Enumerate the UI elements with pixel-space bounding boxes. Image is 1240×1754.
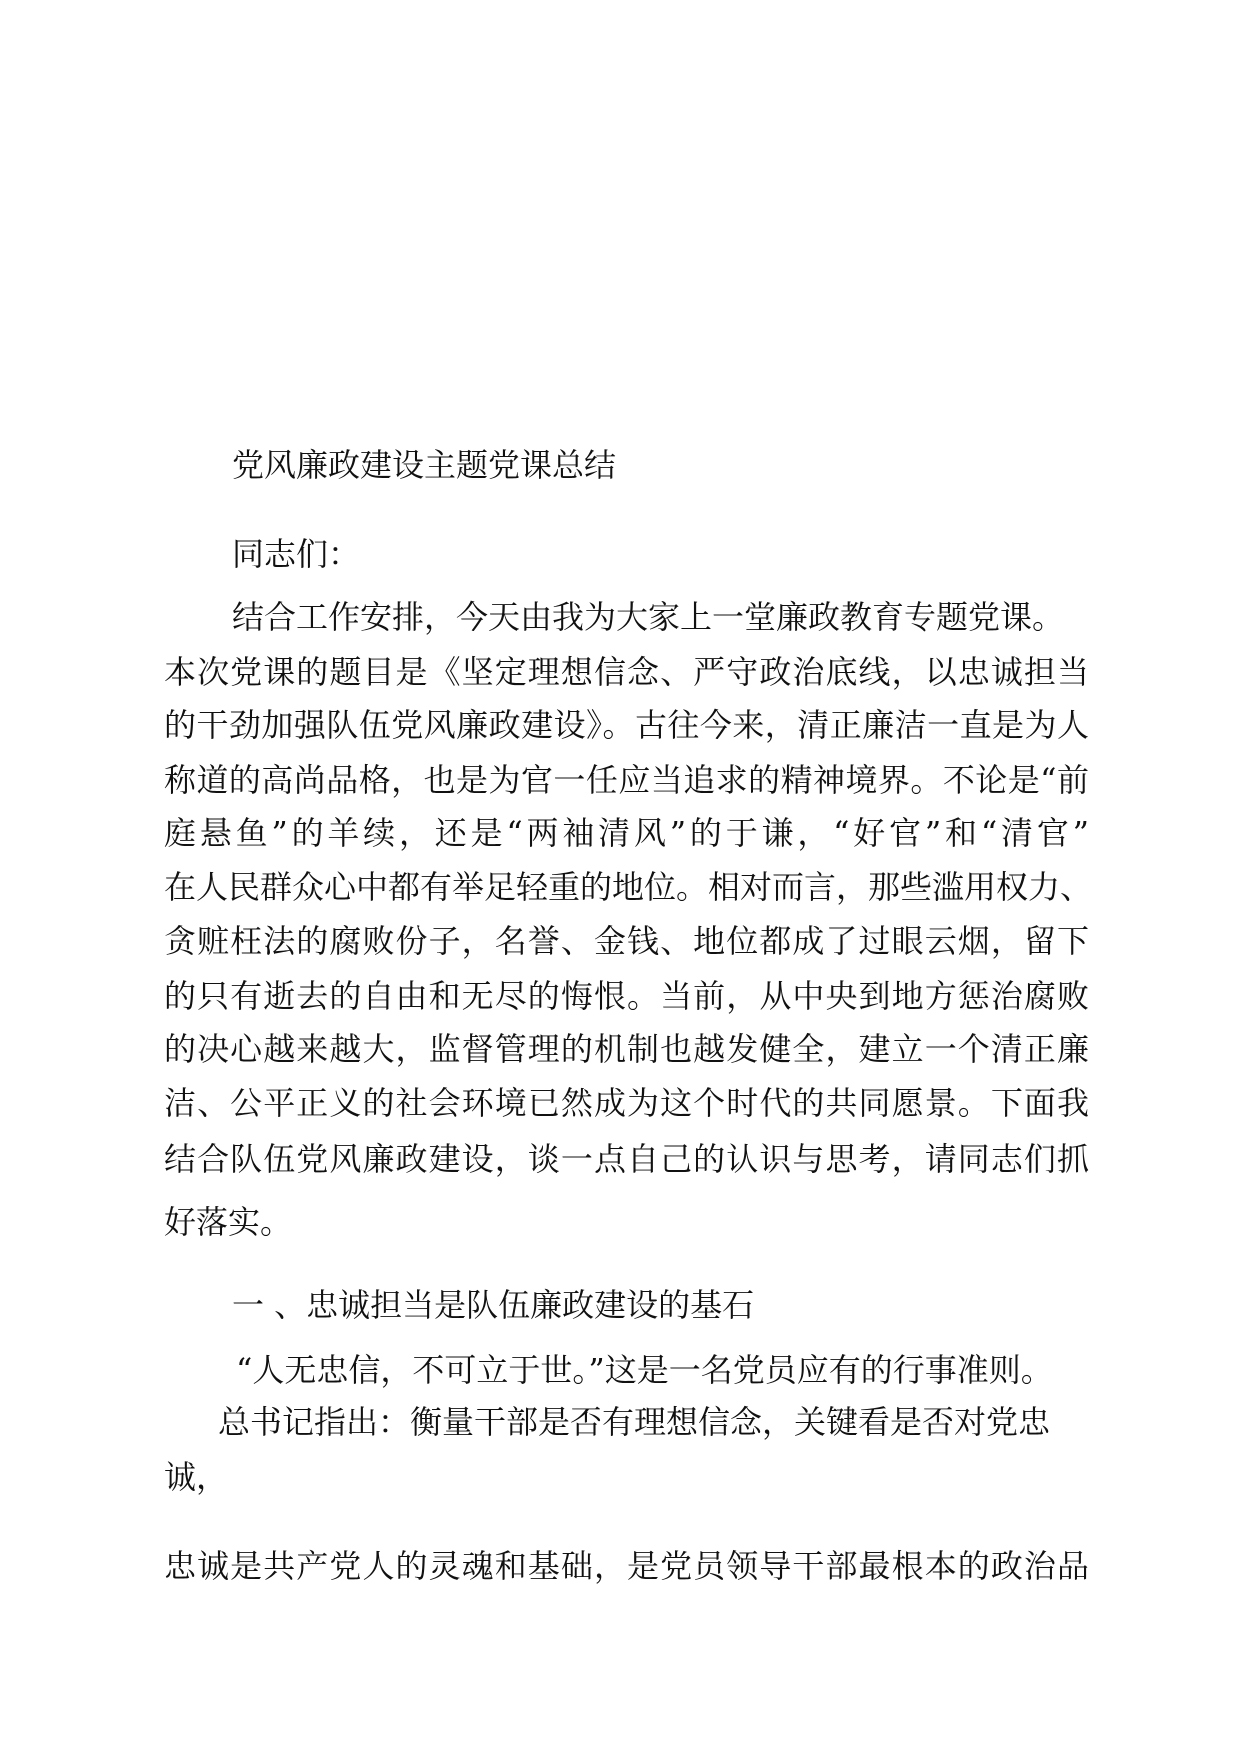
salutation: 同志们： (232, 535, 361, 573)
section-1-line-2: 总书记指出：衡量干部是否有理想信念，关键看是否对党忠 (218, 1403, 1051, 1441)
section-1-line-1: “人无忠信，不可立于世。”这是一名党员应有的行事准则。 (236, 1351, 1053, 1389)
section-1-line-4: 忠诚是共产党人的灵魂和基础，是党员领导干部最根本的政治品 (164, 1547, 1089, 1585)
intro-line-10: 洁、公平正义的社会环境已然成为这个时代的共同愿景。下面我 (164, 1084, 1089, 1122)
intro-line-9: 的决心越来越大，监督管理的机制也越发健全，建立一个清正廉 (164, 1030, 1089, 1068)
intro-line-1: 结合工作安排，今天由我为大家上一堂廉政教育专题党课。 (232, 598, 1065, 636)
intro-line-4: 称道的高尚品格，也是为官一任应当追求的精神境界。不论是“前 (164, 761, 1089, 799)
intro-line-3: 的干劲加强队伍党风廉政建设》。古往今来，清正廉洁一直是为人 (164, 706, 1089, 744)
intro-line-8: 的只有逝去的自由和无尽的悔恨。当前，从中央到地方惩治腐败 (164, 977, 1089, 1015)
section-1-line-3: 诚， (164, 1458, 229, 1496)
section-1-heading: 一 、忠诚担当是队伍廉政建设的基石 (232, 1286, 755, 1324)
intro-line-6: 在人民群众心中都有举足轻重的地位。相对而言，那些滥用权力、 (164, 868, 1093, 906)
intro-line-7: 贪赃枉法的腐败份子，名誉、金钱、地位都成了过眼云烟，留下 (164, 922, 1089, 960)
document-title: 党风廉政建设主题党课总结 (232, 446, 617, 484)
intro-line-11: 结合队伍党风廉政建设，谈一点自己的认识与思考，请同志们抓 (164, 1140, 1089, 1178)
intro-line-5: 庭悬鱼”的羊续，还是“两袖清风”的于谦，“好官”和“清官” (164, 814, 1089, 852)
intro-line-2: 本次党课的题目是《坚定理想信念、严守政治底线，以忠诚担当 (164, 653, 1089, 691)
intro-line-12: 好落实。 (164, 1203, 293, 1241)
